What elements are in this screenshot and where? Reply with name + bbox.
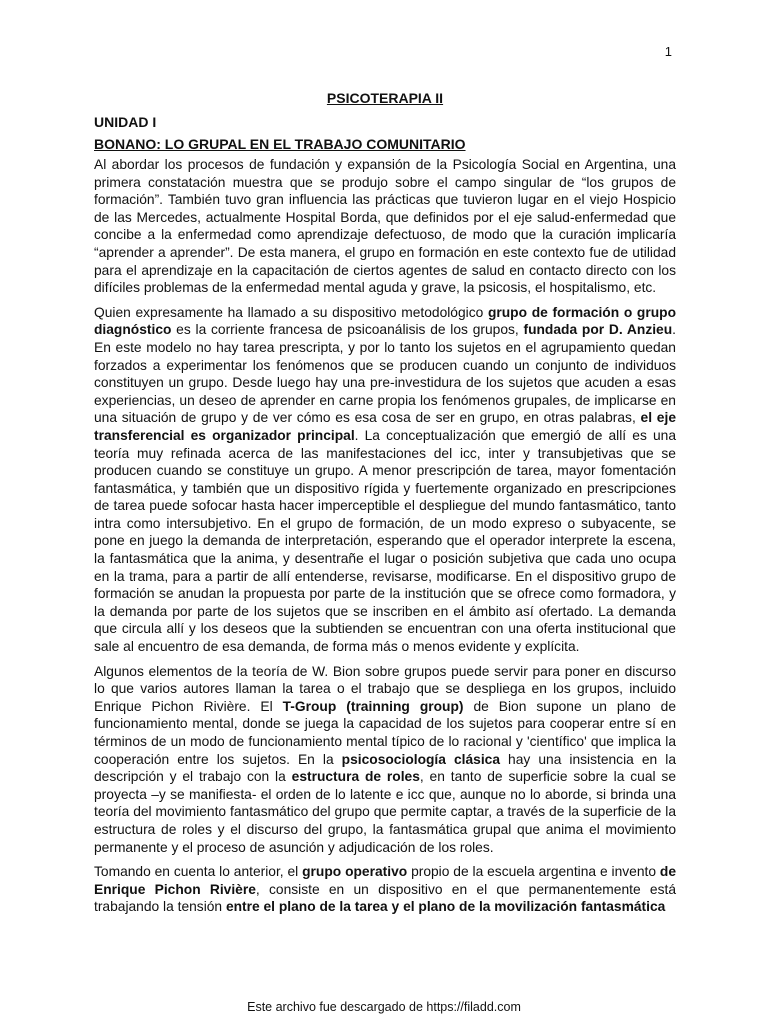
section-heading: BONANO: LO GRUPAL EN EL TRABAJO COMUNITARIO (94, 136, 466, 152)
paragraph (94, 156, 676, 297)
text-run: Tomando en cuenta lo anterior, el (94, 864, 303, 880)
bold-text: psicosociología clásica (341, 751, 501, 767)
unit-heading: UNIDAD I (94, 114, 157, 130)
text-run: Algunos elementos de la teoría de W. Bion sobre grupos puede servir para poner en discurso lo que varios autores llaman la tarea o el trabajo que se despliega en los grupos, incluido Enrique Pichon Rivière. El (94, 663, 676, 714)
paragraph (94, 863, 676, 916)
bold-text: de Enrique Pichon Rivière (94, 864, 676, 897)
text-run: . La conceptualización que emergió de allí es una teoría muy refinada acerca de las manifestaciones del icc, inter y transubjetivas que se producen cuando se constituye un grupo. A menor prescripción de tarea, mayor fomentación fantasmática, y también que un dispositivo rígida y fuertemente organizado en prescripciones de tarea puede sofocar hasta hacer imperceptible el despliegue del mundo fantasmático, tanto intra como intersubjetivo. En el grupo de formación, de un modo expreso o subyacente, se pone en juego la demanda de interpretación, esperando que el operador interprete la escena, la fantasmática que la anima, y desentrañe el lugar o posición subjetiva que cada uno ocupa en la trama, para a partir de allí entenderse, revisarse, modificarse. En el dispositivo grupo de formación se anudan la propuesta por parte de la institución que se ofrece como formadora, y la demanda por parte de los sujetos que se inscriben en el ámbito así ofertado. La demanda que circula allí y los deseos que la subtienden se encuentran con una oferta institucional que sale al encuentro de esa demanda, de forma más o menos evidente y explícita. (94, 427, 676, 655)
paragraph (94, 304, 676, 656)
bold-text: el eje transferencial es organizador principal (94, 410, 676, 443)
text-run: es la corriente francesa de psicoanálisis de los grupos, (171, 322, 524, 338)
text-run: . En este modelo no hay tarea prescripta, y por lo tanto los sujetos en el agrupamiento quedan forzados a experimentar los fenómenos que se producen cuando un conjunto de individuos constituyen un grupo. Desde luego hay una pre-investidura de los sujetos que acuden a esas experiencias, un deseo de aprender en carne propia los fenómenos grupales, de implicarse en una situación de grupo y de ver cómo es esa cosa de ser en grupo, en otras palabras, (94, 322, 676, 426)
paragraphs (94, 156, 676, 916)
text-run: propio de la escuela argentina e invento (407, 864, 660, 880)
page-number: 1 (664, 44, 672, 59)
bold-text: T-Group (trainning group) (282, 698, 464, 714)
bold-text: grupo operativo (302, 864, 408, 880)
text-run: Quien expresamente ha llamado a su dispositivo metodológico (94, 304, 488, 320)
text-run: , en tanto de superficie sobre la cual se proyecta –y se manifiesta- el orden de lo latente e icc que, aunque no lo aborde, si brinda una teoría del movimiento fantasmático del grupo que permite captar, a través de la superficie de la estructura de roles y el discurso del grupo, la fantasmática grupal que anima el movimiento permanente y el proceso de asunción y adjudicación de los roles. (94, 769, 676, 855)
document-title: PSICOTERAPIA II (326, 90, 444, 106)
footer-source: Este archivo fue descargado de https://filadd.com (247, 1000, 521, 1014)
text-run: , consiste en un dispositivo en el que permanentemente está trabajando la tensión (94, 881, 676, 915)
bold-text: entre el plano de la tarea y el plano de la movilización fantasmática (225, 899, 666, 915)
document-body (94, 90, 676, 923)
paragraph (94, 663, 676, 857)
bold-text: fundada por D. Anzieu (523, 322, 673, 338)
bold-text: estructura de roles (291, 769, 420, 785)
text-run: Al abordar los procesos de fundación y expansión de la Psicología Social en Argentina, una primera constatación muestra que se produjo sobre el campo singular de “los grupos de formación”. También tuvo gran influencia las prácticas que tuvieron lugar en el viejo Hospicio de las Mercedes, actualmente Hospital Borda, que definidos por el eje salud-enfermedad que concibe a la enfermedad como aprendizaje defectuoso, de modo que la curación implicaría “aprender a aprender”. De esta manera, el grupo en formación en este contexto fue de utilidad para el aprendizaje en la capacitación de ciertos agentes de salud en contacto directo con los difíciles problemas de la enfermedad mental aguda y grave, la psicosis, el hospitalismo, etc. (94, 157, 676, 296)
bold-text: grupo de formación o grupo diagnóstico (94, 304, 676, 338)
text-run: de Bion supone un plano de funcionamiento mental, donde se juega la capacidad de los sujetos para cooperar entre sí en términos de un modo de funcionamiento mental típico de lo racional y 'científico' que implica la cooperación entre los sujetos. En la (94, 698, 676, 767)
text-run: hay una insistencia en la descripción y el trabajo con la (94, 751, 676, 785)
